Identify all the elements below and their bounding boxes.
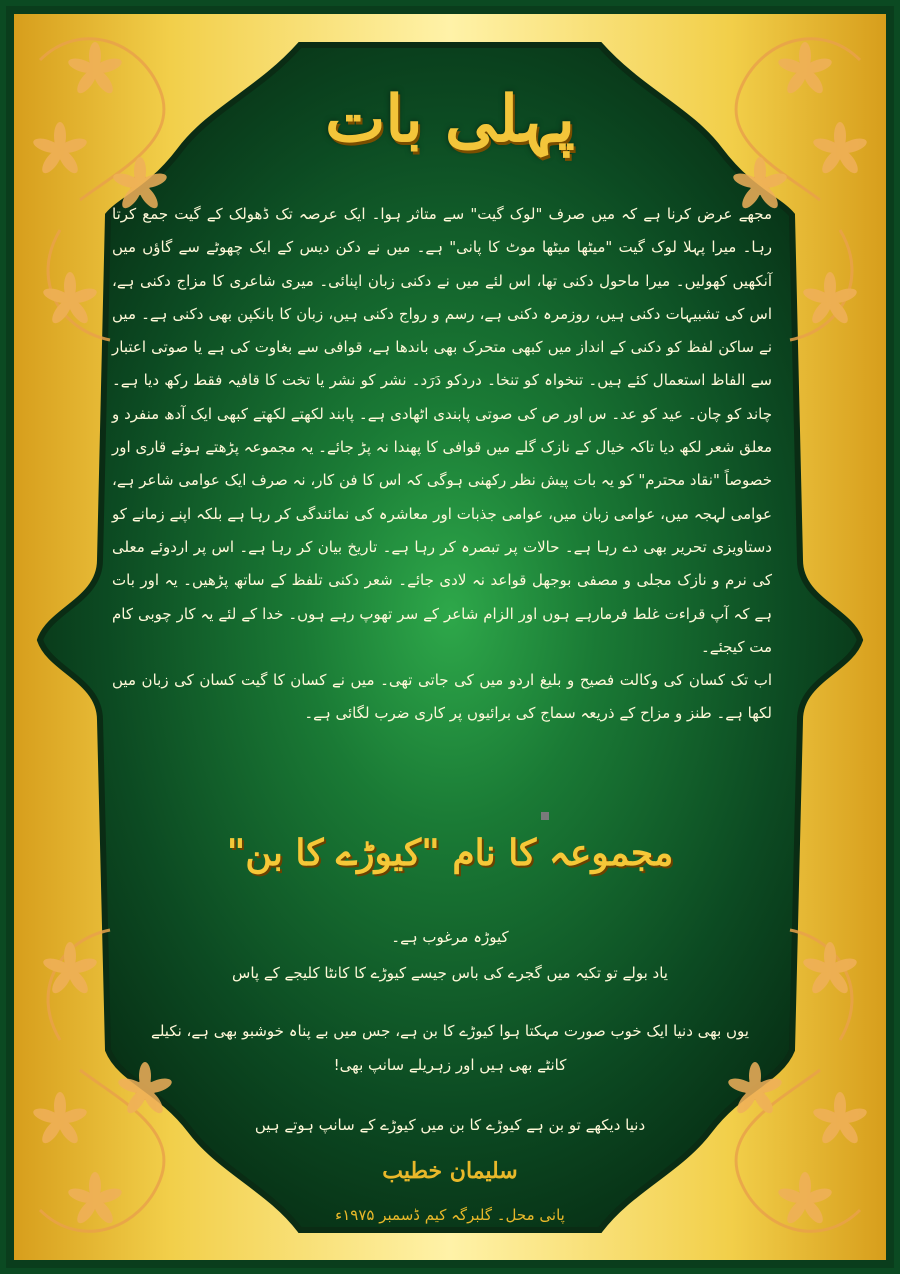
verse-line: یوں بھی دنیا ایک خوب صورت مہکتا ہوا کیوڑے کا بن ہے، جس میں بے پناہ خوشبو بھی ہے، نکیلے — [151, 1022, 749, 1040]
place-date: پانی محل۔ گلبرگہ کیم ڈسمبر ۱۹۷۵ء — [335, 1206, 565, 1224]
marker-square — [541, 812, 549, 820]
paragraph: مجھے عرض کرنا ہے کہ میں صرف "لوک گیت" سے متاثر ہوا۔ ایک عرصہ تک ڈھولک کے گیت جمع کرتا رہا۔ میرا پہلا لوک گیت "میٹھا میٹھا موٹ کا پانی" ہے۔ میں نے دکن دیس کے ایک چھوٹے سے گاؤں میں آنکھیں کھولیں۔ میرا ماحول دکنی تھا، اس لئے میں نے دکنی زبان اپنائی۔ میری شاعری کا مزاج دکنی ہے، اس کی تشبیہات دکنی ہیں، روزمرہ دکنی ہے، رسم و رواج دکنی ہیں، زبان کا بانکپن بھی دکنی ہے۔ میں نے ساکن لفظ کو دکنی کے انداز میں کبھی متحرک بھی باندھا ہے، قوافی سے بغاوت کی ہے یا صوتی اعتبار سے الفاظ استعمال کئے ہیں۔ تنخواہ کو تنخا۔ دردکو دَرَد۔ نشر کو نشر یا تخت کا قافیہ فقط رکھ دیا ہے۔ چاند کو چان۔ عید کو عد۔ س اور ص کی صوتی پابندی اٹھادی ہے۔ پابند لکھتے لکھتے کبھی ایک آدھ منفرد و معلق شعر لکھ دیا تاکہ خیال کے نازک گلے میں قوافی کا پھندا نہ پڑ جائے۔ یہ مجموعہ پڑھتے ہوئے قاری اور خصوصاً "نقاد محترم" کو یہ بات پیش نظر رکھنی ہوگی کہ اس کا فن کار، نہ صرف ایک عوامی شاعر ہے، عوامی لہجہ میں، عوامی زبان میں، عوامی جذبات اور معاشرہ کی نمائندگی کر رہا ہے بلکہ اپنے زمانے کو دستاویزی تحریر بھی دے رہا ہے۔ حالات پر تبصرہ کر رہا ہے۔ تاریخ بیان کر رہا ہے۔ اس پر اردوئے معلی کی نرم و نازک مجلی و مصفی بوجھل قواعد نہ لادی جائے۔ شعر دکنی تلفظ کے ساتھ پڑھیں۔ یہ اور بات ہے کہ آپ قراءت غلط فرمارہے ہوں اور الزام شاعر کے سر تھوپ رہے ہوں۔ خدا کے لئے یہ کار چوبی کام مت کیجئے۔ — [112, 205, 772, 656]
verse-line: دنیا دیکھے تو بن ہے کیوڑے کا بن میں کیوڑے کے سانپ ہوتے ہیں — [254, 1116, 646, 1134]
verse-line: کیوڑہ مرغوب ہے۔ — [391, 928, 509, 946]
verse-line: کانٹے بھی ہیں اور زہریلے سانپ بھی! — [333, 1056, 567, 1074]
page-title: پہلی بات — [325, 82, 575, 157]
body-text — [112, 198, 772, 731]
collection-heading: مجموعہ کا نام "کیوڑے کا بن" — [226, 832, 674, 874]
verse-line: یاد بولے تو تکیہ میں گجرے کی باس جیسے کیوڑے کا کانٹا کلیجے کے پاس — [232, 964, 668, 982]
author-signature: سلیمان خطیب — [382, 1158, 518, 1184]
paragraph: اب تک کسان کی وکالت فصیح و بلیغ اردو میں کی جاتی تھی۔ میں نے کسان کا گیت کسان کی زبان میں لکھا ہے۔ طنز و مزاح کے ذریعہ سماج کی برائیوں پر کاری ضرب لگائی ہے۔ — [112, 671, 772, 723]
